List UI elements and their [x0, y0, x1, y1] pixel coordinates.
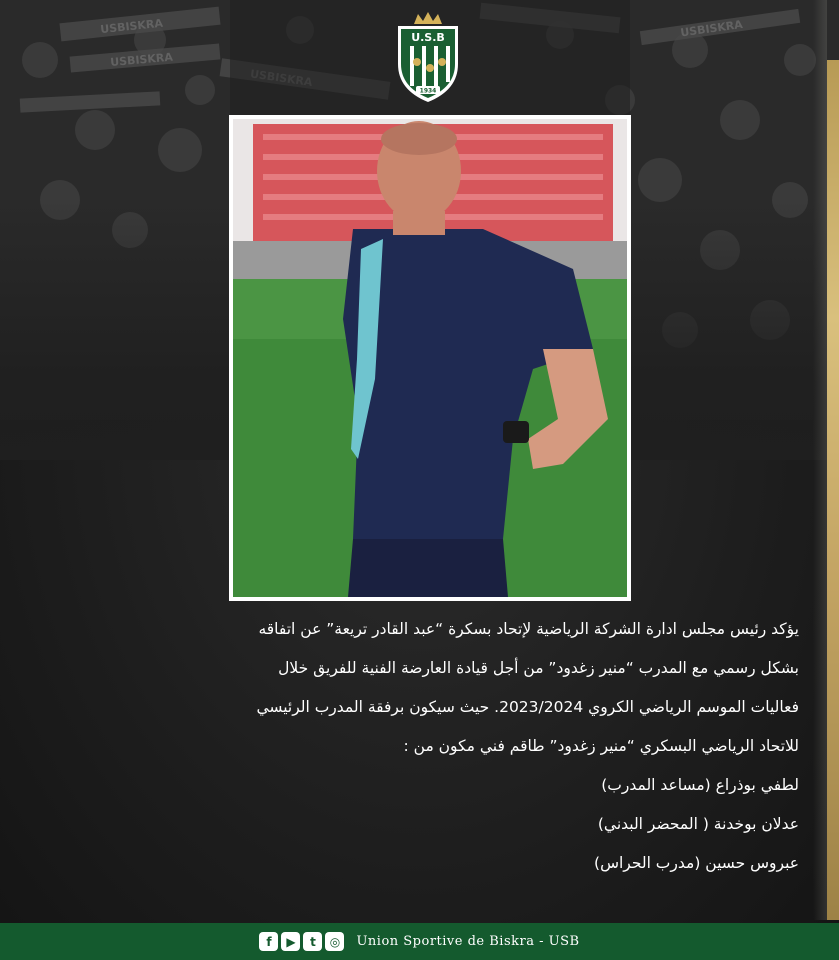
staff-item: لطفي بوذراع (مساعد المدرب) [601, 776, 799, 794]
twitter-icon[interactable]: t [303, 932, 322, 951]
svg-text:USBISKRA: USBISKRA [109, 50, 174, 70]
paragraph-line: فعاليات الموسم الرياضي الكروي 2023/2024. حيث سيكون برفقة المدرب الرئيسي [256, 698, 799, 716]
facebook-icon[interactable]: f [259, 932, 278, 951]
crest-initials: U.S.B [411, 31, 445, 44]
paper-edge [813, 0, 827, 920]
paragraph-line: يؤكد رئيس مجلس ادارة الشركة الرياضية لإتحاد بسكرة “عبد القادر تريعة” عن اتفاقه [258, 620, 799, 638]
staff-item: عبروس حسين (مدرب الحراس) [594, 854, 799, 872]
svg-text:USBISKRA: USBISKRA [99, 16, 164, 37]
social-icons [259, 932, 344, 951]
crest-year: 1934 [419, 87, 437, 95]
announcement-text [29, 610, 799, 883]
footer-bar [0, 923, 839, 960]
paragraph-line: للاتحاد الرياضي البسكري “منير زغدود” طاقم فني مكون من : [403, 737, 799, 755]
coach-photo [229, 115, 631, 601]
club-crest-icon [392, 12, 464, 104]
paragraph-line: بشكل رسمي مع المدرب “منير زغدود” من أجل قيادة العارضة الفنية للفريق خلال [278, 659, 799, 677]
instagram-icon[interactable]: ◎ [325, 932, 344, 951]
svg-text:USBISKRA: USBISKRA [679, 17, 744, 40]
youtube-icon[interactable]: ▶ [281, 932, 300, 951]
footer-caption: Union Sportive de Biskra - USB [356, 934, 580, 949]
staff-item: عدلان بوخدنة ( المحضر البدني) [597, 815, 799, 833]
coach-photo-illustration [233, 119, 627, 597]
gold-strip [827, 60, 839, 920]
